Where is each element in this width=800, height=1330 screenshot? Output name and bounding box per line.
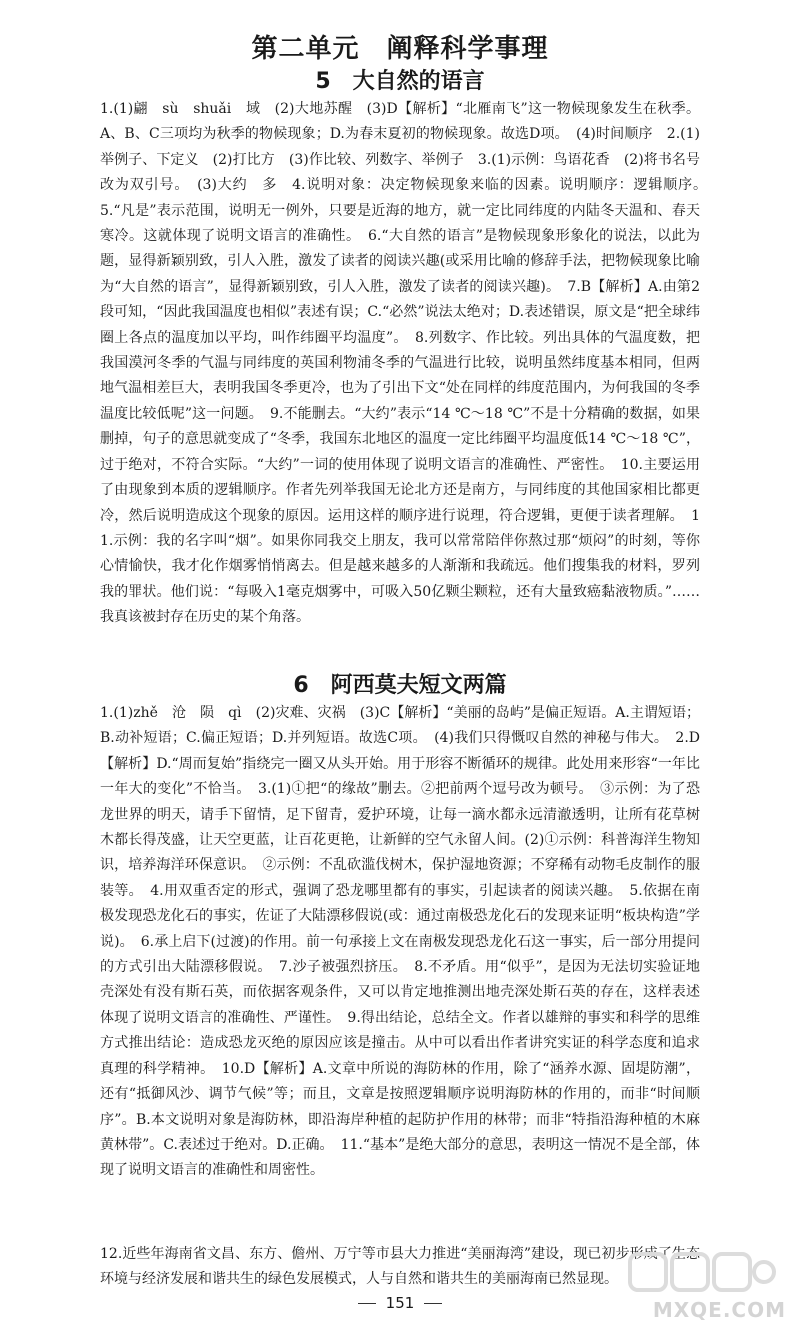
page-dash-left	[358, 1303, 376, 1304]
unit-title: 第二单元 阐释科学事理	[251, 34, 549, 64]
answer-12: 12.近些年海南省文昌、东方、儋州、万宁等市县大力推进“美丽海湾”建设，现已初步形成了生态环境与经济发展和谐共生的绿色发展模式，人与自然和谐共生的美丽海南已然显现。	[100, 1246, 700, 1288]
page-dash-right	[424, 1303, 442, 1304]
section-6-answers: 1.(1)zhě 沧 陨 qì (2)灾难、灾祸 (3)C【解析】“美丽的岛屿”是偏正短语。A.主谓短语；B.动补短语；C.偏正短语；D.并列短语。故选C项。 (4)我们只得慨叹自然的神秘与伟大。 2.D【解析】D.“周而复始”指绕完一圈又从头开始。用于形容不断循环的规律。此处用来形容“一年比一年大的变化”不恰当。 3.(1)①把“的缘故”删去。②把前两个逗号改为顿号。 ③示例：为了恐龙世界的明天，请手下留情，足下留青，爱护环境，让每一滴水都永远清澈透明，让所有花草树木都长得茂盛，让天空更蓝，让百花更艳，让新鲜的空气永留人间。(2)①示例：科普海洋生物知识，培养海洋环保意识。 ②示例：不乱砍滥伐树木，保护湿地资源；不穿稀有动物毛皮制作的服装等。 4.用双重否定的形式，强调了恐龙哪里都有的事实，引起读者的阅读兴趣。 5.依据在南极发现恐龙化石的事实，佐证了大陆漂移假说(或：通过南极恐龙化石的发现来证明“板块构造”学说)。 6.承上启下(过渡)的作用。前一句承接上文在南极发现恐龙化石这一事实，后一部分用提问的方式引出大陆漂移假说。 7.沙子被强烈挤压。 8.不矛盾。用“似乎”，是因为无法切实验证地壳深处有没有斯石英，而依据客观条件，又可以肯定地推测出地壳深处斯石英的存在，这样表述体现了说明文语言的准确性、严谨性。 9.得出结论，总结全文。作者以雄辩的事实和科学的思维方式推出结论：造成恐龙灭绝的原因应该是撞击。从中可以看出作者讲究实证的科学态度和追求真理的科学精神。 10.D【解析】A.文章中所说的海防林的作用，除了“涵养水源、固堤防潮”，还有“抵御风沙、调节气候”等；而且，文章是按照逻辑顺序说明海防林的作用的，而非“时间顺序”。B.本文说明对象是海防林，即沿海岸种植的起防护作用的林带；而非“特指沿海种植的木麻黄林带”。C.表述过于绝对。D.正确。 11.“基本”是绝大部分的意思，表明这一情况不是全部，体现了说明文语言的准确性和周密性。	[100, 705, 700, 1179]
section-5-answers: 1.(1)翩 sù shuǎi 域 (2)大地苏醒 (3)D【解析】“北雁南飞”这一物候现象发生在秋季。A、B、C三项均为秋季的物候现象；D.为春末夏初的物候现象。故选D项。 (4)时间顺序 2.(1)举例子、下定义 (2)打比方 (3)作比较、列数字、举例子 3.(1)示例：鸟语花香 (2)将书名号改为双引号。 (3)大约 多 4.说明对象：决定物候现象来临的因素。说明顺序：逻辑顺序。 5.“凡是”表示范围，说明无一例外，只要是近海的地方，就一定比同纬度的内陆冬天温和、春天寒冷。这就体现了说明文语言的准确性。 6.“大自然的语言”是物候现象形象化的说法，以此为题，显得新颖别致，引人入胜，激发了读者的阅读兴趣(或采用比喻的修辞手法，把物候现象比喻为“大自然的语言”，显得新颖别致，引人入胜，激发了读者的阅读兴趣)。 7.B【解析】A.由第2段可知，“因此我国温度也相似”表述有误；C.“必然”说法太绝对；D.表述错误，原文是“把全球纬圈上各点的温度加以平均，叫作纬圈平均温度”。 8.列数字、作比较。列出具体的气温度数，把我国漠河冬季的气温与同纬度的英国利物浦冬季的气温进行比较，说明虽然纬度基本相同，但两地气温相差巨大，表明我国冬季更冷，也为了引出下文“处在同样的纬度范围内，为何我国的冬季温度比较低呢”这一问题。 9.不能删去。“大约”表示“14 ℃～18 ℃”不是十分精确的数据，如果删掉，句子的意思就变成了“冬季，我国东北地区的温度一定比纬圈平均温度低14 ℃～18 ℃”，过于绝对，不符合实际。“大约”一词的使用体现了说明文语言的准确性、严密性。 10.主要运用了由现象到本质的逻辑顺序。作者先列举我国无论北方还是南方，与同纬度的其他国家相比都更冷，然后说明造成这个现象的原因。运用这样的顺序进行说理，符合逻辑，更便于读者理解。 11.示例：我的名字叫“烟”。如果你同我交上朋友，我可以常常陪伴你熬过那“烦闷”的时刻，等你心情愉快，我才化作烟雾悄悄离去。但是越来越多的人渐渐和我疏远。他们搜集我的材料，罗列我的罪状。他们说：“每吸入1毫克烟雾中，可吸入50亿颗尘颗粒，还有大量致癌黏液物质。”……我真该被封存在历史的某个角落。	[100, 101, 714, 626]
watermark-logo-icon	[628, 1250, 778, 1294]
section-title-6: 6 阿西莫夫短文两篇	[293, 673, 507, 698]
page-number-value: 151	[385, 1294, 415, 1312]
section-title-5: 5 大自然的语言	[315, 69, 485, 94]
watermark-text: MXQE.COM	[652, 1298, 786, 1322]
